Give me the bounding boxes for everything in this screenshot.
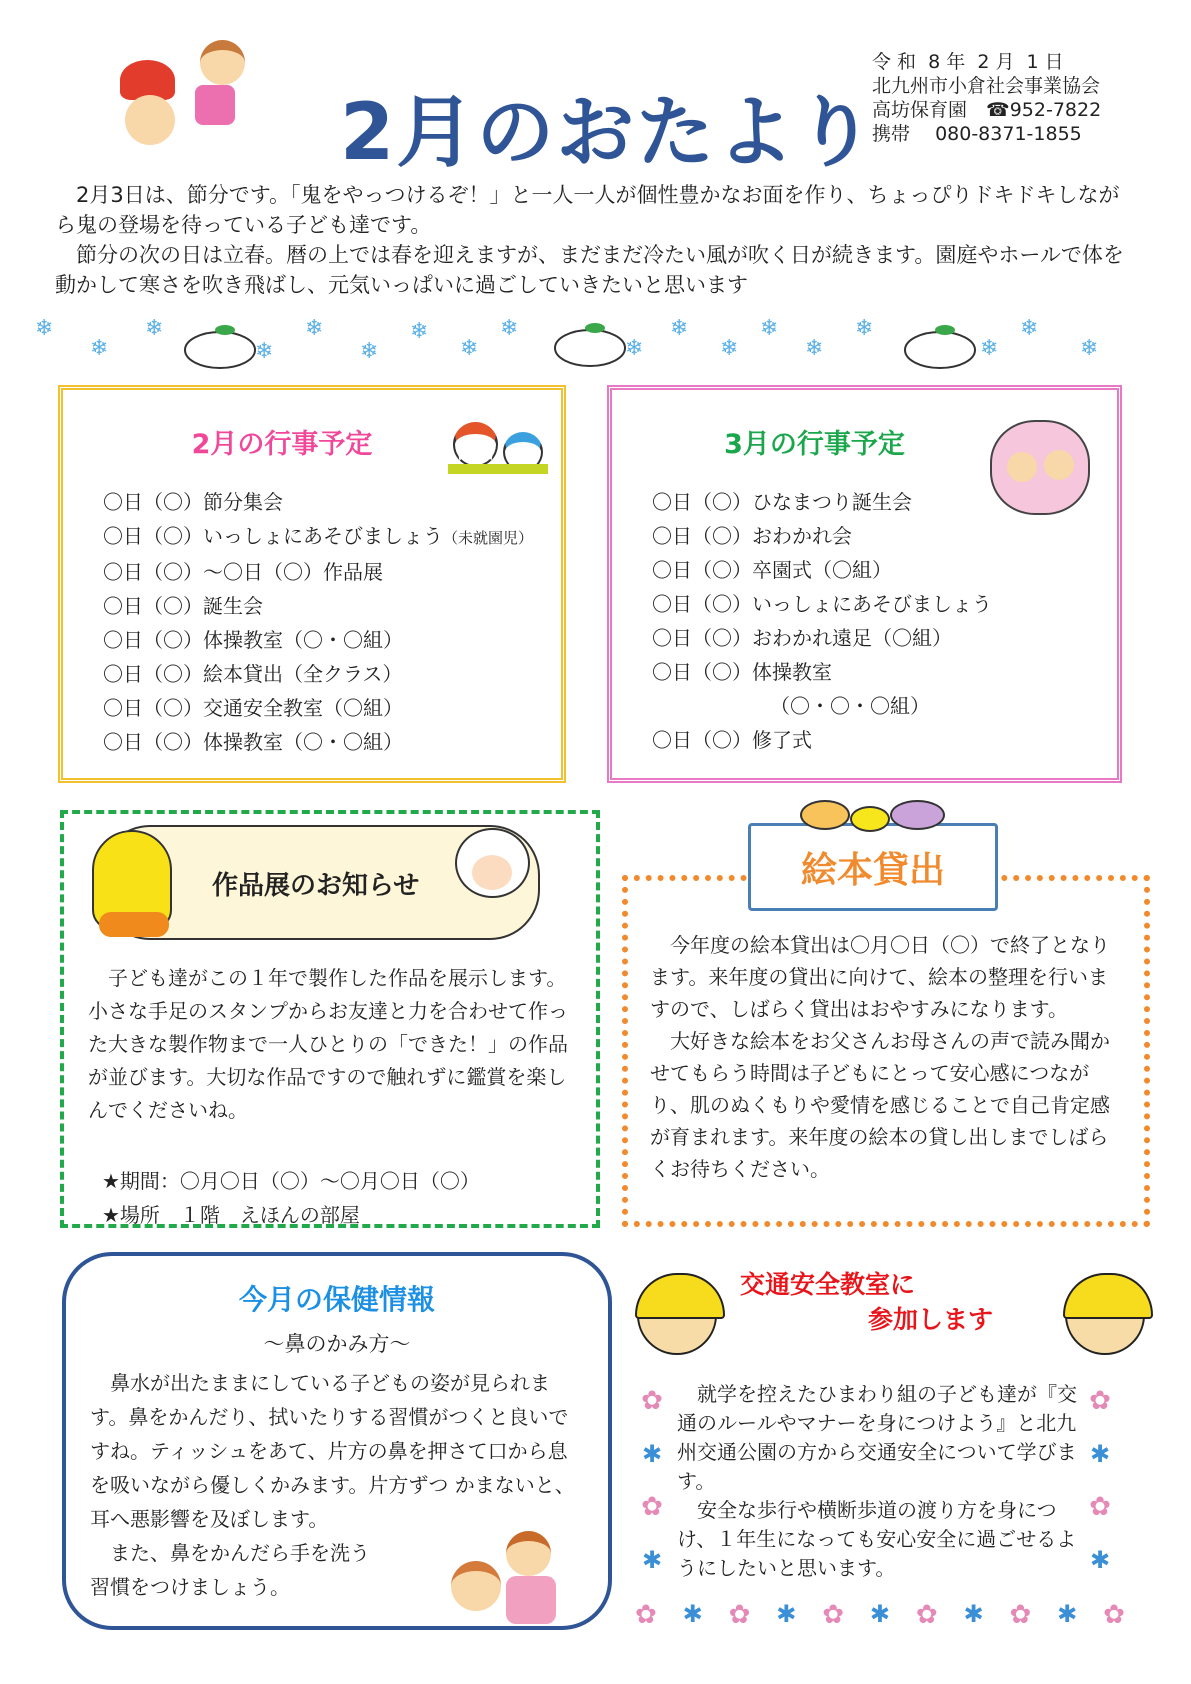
exhibition-text: 子ども達がこの１年で製作した作品を展示します。小さな手足のスタンプからお友達と力を合わせて作った大きな製作物まで一人ひとりの「できた！」の作品が並びます。大切な作品ですので触れずに鑑賞を楽しんでくださいね。	[88, 966, 568, 1122]
svg-text:❄: ❄	[500, 316, 519, 341]
intro-text	[55, 180, 1125, 300]
snowflake-divider	[30, 310, 1170, 370]
event-item: 〇日（〇）～〇日（〇）作品展	[103, 560, 383, 584]
march-events-box	[607, 385, 1122, 783]
event-item: 〇日（〇）交通安全教室（〇組）	[103, 696, 403, 720]
open-book-icon	[748, 823, 998, 911]
event-item: 〇日（〇）いっしょにあそびましょう（未就園児）	[103, 524, 534, 548]
traffic-text: 就学を控えたひまわり組の子ども達が『交通のルールやマナーを身につけよう』と北九州交通公園の方から交通安全について学びます。 安全な歩行や横断歩道の渡り方を身につけ、１年生になっても安心安全に過ごせるようにしたいと思います。	[677, 1382, 1077, 1580]
svg-text:❄: ❄	[980, 336, 999, 361]
exhibition-details	[102, 1164, 480, 1232]
flower-border-bottom: ✿ ✱ ✿ ✱ ✿ ✱ ✿ ✱ ✿ ✱ ✿	[635, 1600, 1125, 1630]
health-text: 鼻水が出たままにしている子どもの姿が見られます。鼻をかんだり、拭いたりする習慣がつくと良いですね。ティッシュをあて、片方の鼻を押さて口から息を吸いながら優しくかみます。片方ずつ かまないと、耳へ悪影響を及ぼします。 また、鼻をかんだら手を洗う 習慣をつけましょう。	[90, 1371, 575, 1599]
picture-book-box	[622, 875, 1150, 1227]
svg-text:❄: ❄	[255, 339, 274, 364]
svg-text:❄: ❄	[720, 336, 739, 361]
setsubun-kids-illustration	[105, 25, 275, 165]
february-events-box	[58, 385, 566, 783]
event-item: 〇日（〇）いっしょにあそびましょう	[652, 592, 992, 616]
svg-text:❄: ❄	[1020, 316, 1039, 341]
event-note: （未就園児）	[443, 529, 534, 547]
event-item: 〇日（〇）ひなまつり誕生会	[652, 490, 912, 514]
helmet-child-icon	[637, 1275, 717, 1355]
exhibition-period: ★期間：〇月〇日（〇）～〇月〇日（〇）	[102, 1169, 480, 1193]
snowmen-illustration	[448, 412, 553, 492]
intro-paragraph: 節分の次の日は立春。暦の上では春を迎えますが、まだまだ冷たい風が吹く日が続きます。園庭やホールで体を動かして寒さを吹き飛ばし、元気いっぱいに過ごしていきたいと思います	[55, 243, 1124, 297]
event-item: 〇日（〇）卒園式（〇組）	[652, 558, 892, 582]
event-item: 〇日（〇）おわかれ遠足（〇組）	[652, 626, 952, 650]
traffic-title-line2: 参加します	[868, 1305, 994, 1334]
traffic-title-line1: 交通安全教室に	[740, 1270, 916, 1299]
svg-text:❄: ❄	[410, 319, 429, 344]
nose-blowing-illustration	[451, 1526, 566, 1626]
mobile-number: 080-8371-1855	[935, 123, 1082, 145]
hina-dolls-illustration	[990, 420, 1090, 515]
event-item: 〇日（〇）修了式	[652, 728, 812, 752]
event-item: 〇日（〇）おわかれ会	[652, 524, 852, 548]
animals-icon	[800, 800, 950, 830]
picture-book-title: 絵本貸出	[800, 850, 945, 891]
health-title: 今月の保健情報	[238, 1283, 435, 1316]
organization: 北九州市小倉社会事業協会	[872, 75, 1101, 97]
svg-text:❄: ❄	[90, 336, 109, 361]
flower-border-right: ✿ ✱ ✿ ✱	[1089, 1386, 1111, 1574]
event-item: 〇日（〇）誕生会	[103, 594, 263, 618]
oni-mask-icon	[120, 60, 175, 100]
exhibition-place: ★場所 １階 えほんの部屋	[102, 1203, 360, 1227]
svg-text:❄: ❄	[670, 316, 689, 341]
svg-text:❄: ❄	[1080, 336, 1099, 361]
svg-text:❄: ❄	[460, 336, 479, 361]
girl-icon	[200, 40, 245, 85]
svg-text:❄: ❄	[805, 336, 824, 361]
event-item: 〇日（〇）体操教室（〇・〇組）	[103, 730, 403, 754]
svg-text:❄: ❄	[360, 339, 379, 364]
newsletter-title: 2月のおたより	[340, 88, 877, 178]
boy-icon	[125, 95, 175, 145]
health-info-box	[62, 1252, 612, 1630]
picture-book-text: 今年度の絵本貸出は〇月〇日（〇）で終了となります。来年度の貸出に向けて、絵本の整理を行いますので、しばらく貸出はおやすみになります。 大好きな絵本をお父さんお母さんの声で読み聞かせてもらう時間は子どもにとって安心感につながり、肌のぬくもりや愛情を感じることで自己肯定感が育まれます。来年度の絵本の貸し出しまでしばらくお待ちください。	[650, 933, 1110, 1181]
knitting-sheep-icon	[455, 828, 530, 898]
svg-text:❄: ❄	[760, 316, 779, 341]
event-item-continued: （〇・〇・〇組）	[770, 694, 930, 718]
event-item: 〇日（〇）体操教室	[652, 660, 832, 684]
health-subtitle: ～鼻のかみ方～	[263, 1332, 411, 1356]
mobile-line	[872, 122, 1101, 146]
event-item: 〇日（〇）節分集会	[103, 490, 283, 514]
svg-text:❄: ❄	[145, 316, 164, 341]
event-item: 〇日（〇）絵本貸出（全クラス）	[103, 662, 403, 686]
svg-text:❄: ❄	[35, 316, 54, 341]
issue-date: 令 和 8 年 2 月 1 日	[872, 51, 1064, 73]
exhibition-title: 作品展のお知らせ	[212, 871, 420, 901]
flower-border-left: ✿ ✱ ✿ ✱	[641, 1386, 663, 1574]
nursery-phone	[872, 98, 1101, 122]
svg-text:❄: ❄	[625, 336, 644, 361]
helmet-child-icon	[1065, 1275, 1145, 1355]
nursery-name: 高坊保育園	[872, 99, 968, 121]
mitten-icon	[92, 830, 172, 930]
svg-text:❄: ❄	[305, 316, 324, 341]
event-item: 〇日（〇）体操教室（〇・〇組）	[103, 628, 403, 652]
february-events-title: 2月の行事予定	[191, 429, 373, 460]
phone-number: ☎952-7822	[986, 99, 1102, 121]
march-events-title: 3月の行事予定	[724, 429, 905, 460]
svg-text:❄: ❄	[855, 316, 874, 341]
header-info	[872, 50, 1101, 146]
girl-dress	[195, 85, 235, 125]
march-events-list	[612, 485, 1117, 757]
intro-paragraph: 2月3日は、節分です。「鬼をやっつけるぞ！」と一人一人が個性豊かなお面を作り、ちょっぴりドキドキしながら鬼の登場を待っている子ども達です。	[55, 183, 1120, 237]
mobile-label: 携帯	[872, 123, 911, 145]
february-events-list	[63, 485, 561, 759]
